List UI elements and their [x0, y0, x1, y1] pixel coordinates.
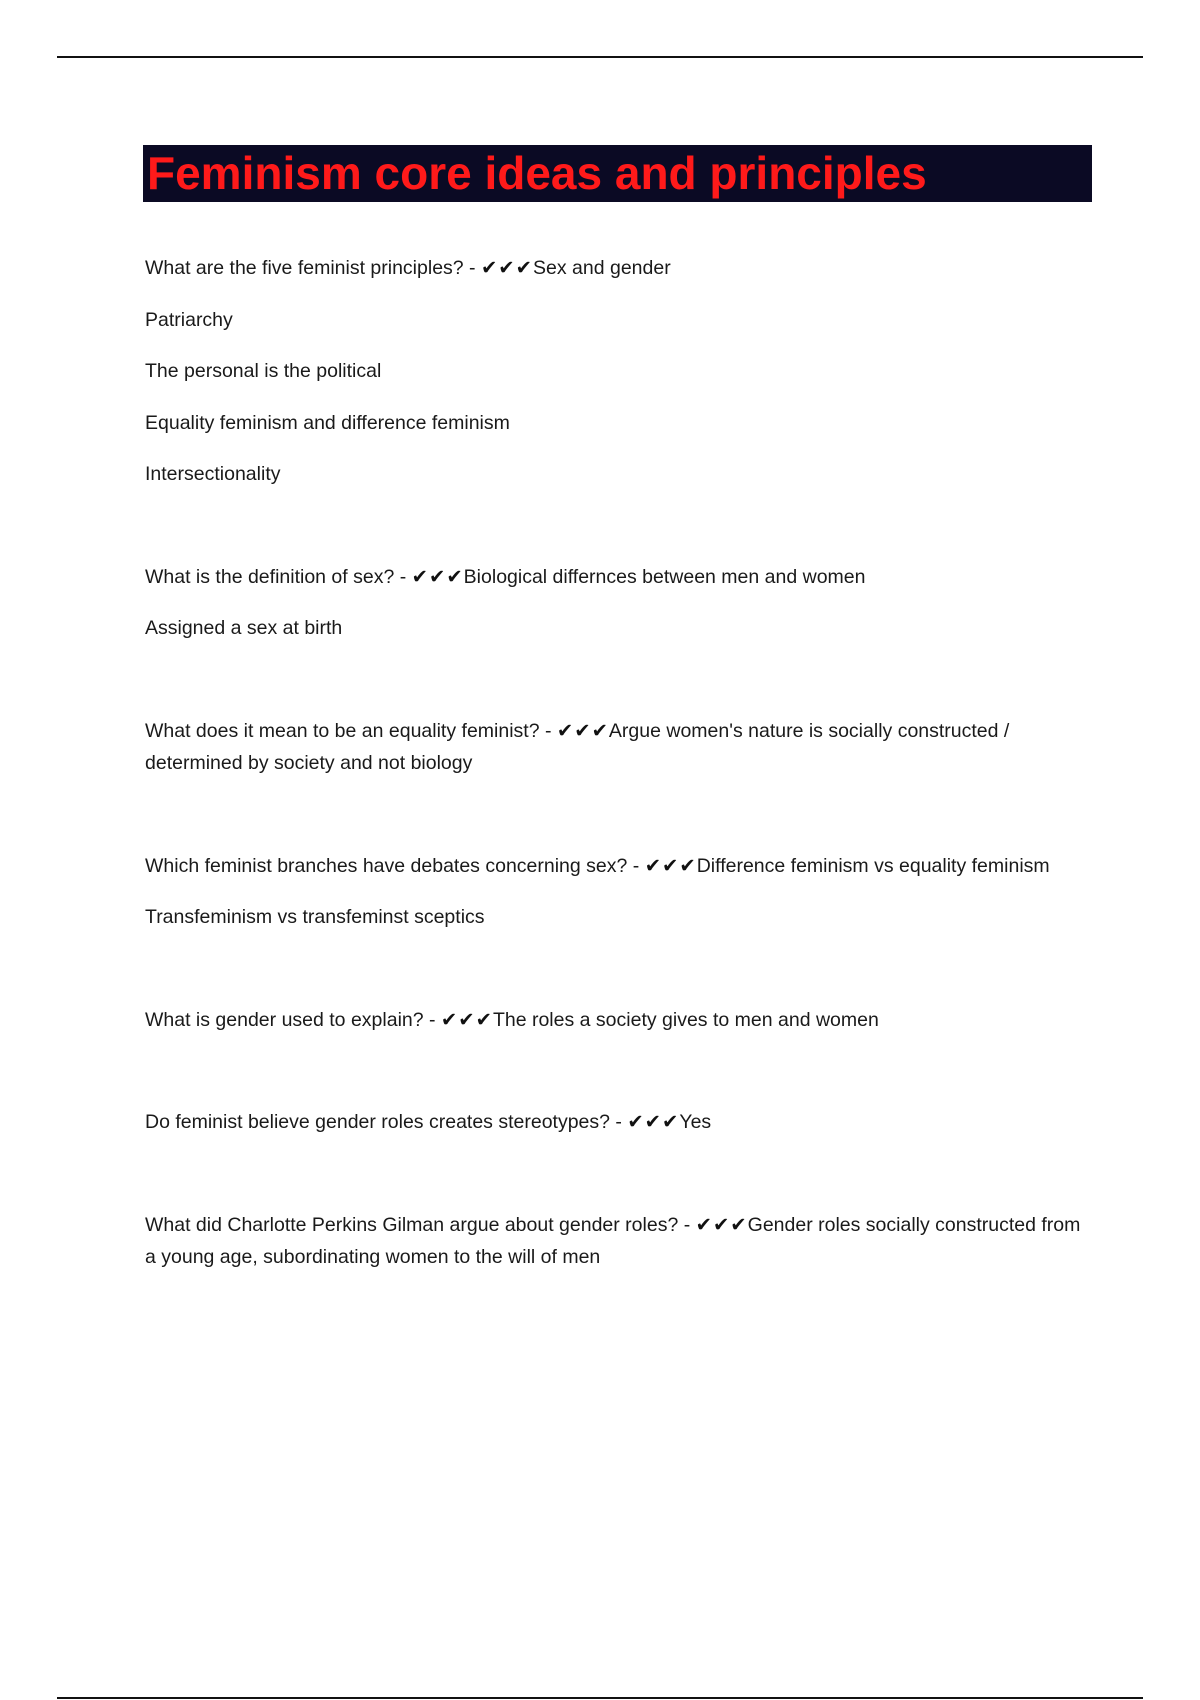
check-marks-icon: ✔✔✔: [480, 257, 533, 279]
answer-line: Equality feminism and difference feminism: [145, 411, 510, 434]
bottom-rule: [57, 1697, 1143, 1699]
check-marks-icon: ✔✔✔: [695, 1213, 748, 1236]
answer-text: Gender roles socially constructed from a young age, subordinating women to the will of men: [145, 1213, 1081, 1268]
answer-line: Intersectionality: [145, 463, 281, 485]
answer-text: Biological differnces between men and women: [463, 565, 866, 588]
answer-text: Yes: [679, 1111, 712, 1133]
document-title: Feminism core ideas and principles: [147, 147, 927, 199]
answer-text: Sex and gender: [533, 257, 671, 279]
check-marks-icon: ✔✔✔: [644, 854, 697, 877]
check-marks-icon: ✔✔✔: [556, 719, 609, 742]
qa-item: [145, 715, 1095, 780]
title-banner: [143, 145, 1092, 202]
answer-line: Transfeminism vs transfeminst sceptics: [145, 906, 485, 928]
question-text: Which feminist branches have debates concerning sex? -: [145, 854, 645, 877]
qa-line: [145, 1004, 1095, 1037]
qa-content: [145, 252, 1095, 1274]
answer-text: Difference feminism vs equality feminism: [696, 854, 1050, 877]
question-text: What is the definition of sex? -: [145, 565, 412, 588]
qa-line: [145, 850, 1095, 883]
qa-line: [145, 1209, 1095, 1274]
question-text: What does it mean to be an equality feminist? -: [145, 719, 557, 742]
check-marks-icon: ✔✔✔: [627, 1111, 680, 1133]
check-marks-icon: ✔✔✔: [411, 565, 464, 588]
qa-item: [145, 1106, 1095, 1139]
qa-line: [145, 715, 1095, 780]
question-text: Do feminist believe gender roles creates stereotypes? -: [145, 1111, 628, 1133]
qa-line: [145, 1106, 1095, 1139]
question-text: What did Charlotte Perkins Gilman argue about gender roles? -: [145, 1213, 696, 1236]
qa-item: [145, 561, 1095, 645]
answer-text: The roles a society gives to men and women: [492, 1008, 879, 1031]
qa-line: [145, 252, 1095, 285]
qa-item: [145, 252, 1095, 491]
top-rule: [57, 56, 1143, 58]
qa-line: [145, 561, 1095, 594]
answer-text: Argue women's nature is socially constructed / determined by society and not biology: [145, 719, 1010, 774]
answer-line: The personal is the political: [145, 360, 382, 382]
qa-item: [145, 850, 1095, 934]
qa-item: [145, 1004, 1095, 1037]
qa-item: [145, 1209, 1095, 1274]
answer-line: Patriarchy: [145, 308, 233, 331]
question-text: What is gender used to explain? -: [145, 1008, 441, 1031]
question-text: What are the five feminist principles? -: [145, 257, 481, 279]
check-marks-icon: ✔✔✔: [440, 1008, 493, 1031]
answer-line: Assigned a sex at birth: [145, 617, 343, 639]
